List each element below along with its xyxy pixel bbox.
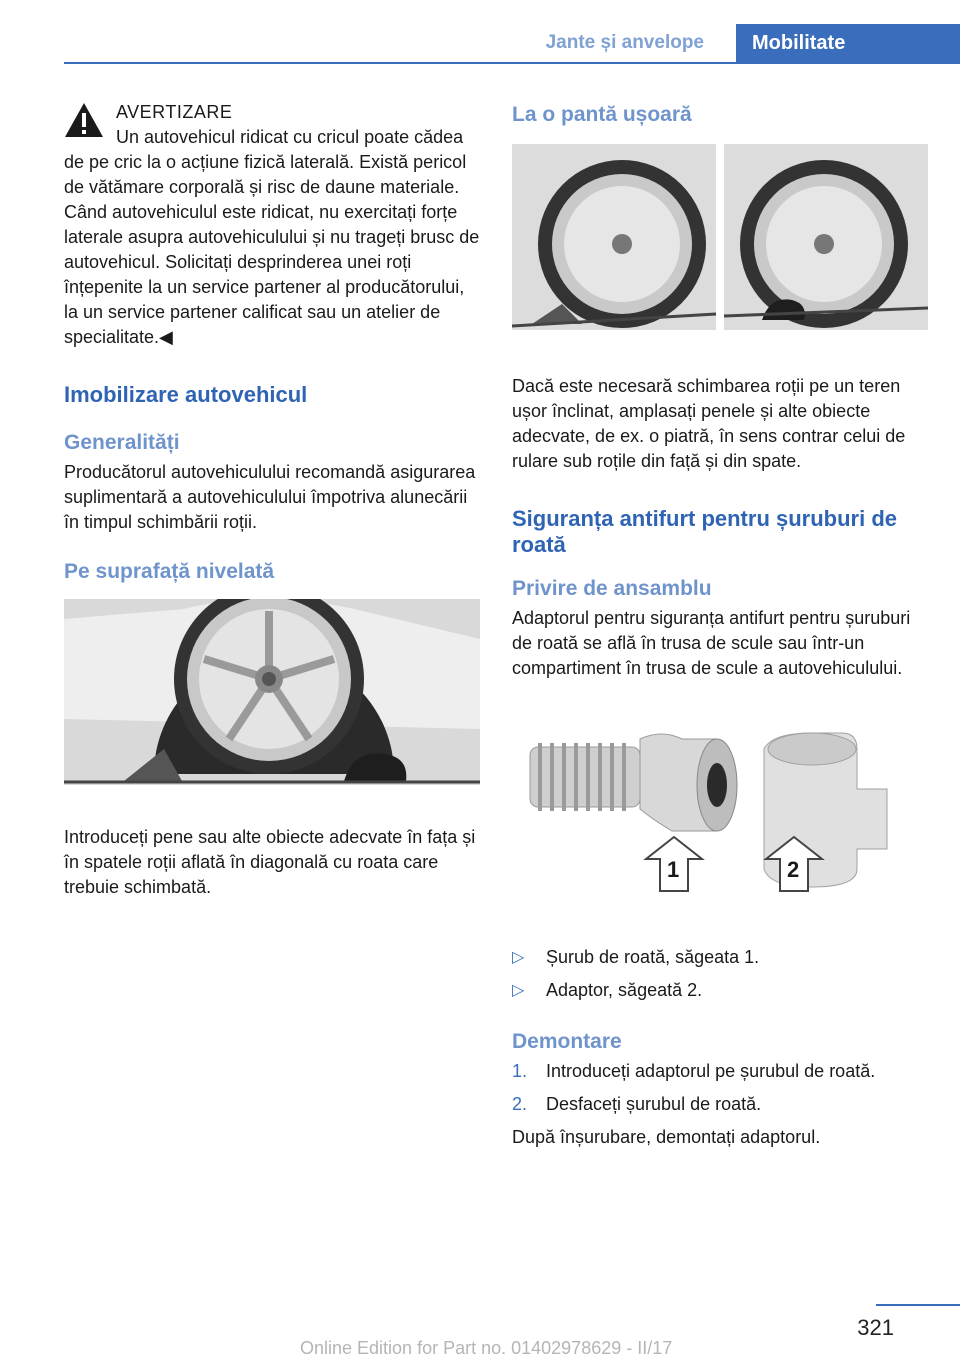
warning-title: AVERTIZARE: [116, 102, 233, 122]
left-column: [64, 100, 482, 900]
step-number: 2.: [512, 1094, 528, 1114]
heading-level-surface: Pe suprafață nivelată: [64, 560, 275, 583]
figure-slight-slope: [512, 144, 928, 330]
paragraph-level-surface: Introduceți pene sau alte obiecte adecvate în fața și în spatele roții aflată în diagonală cu roata care trebuie schimbată.: [64, 827, 476, 897]
paragraph-slight-slope: Dacă este necesară schimbarea roții pe un teren ușor înclinat, amplasați penele și alte obiecte adecvate, de ex. o piatră, în sens contrar celui de rulare sub roțile din față și din spate.: [512, 376, 906, 471]
footer-rule: [876, 1304, 960, 1306]
figure-level-surface: [64, 599, 480, 785]
step-text: Desfaceți șurubul de roată.: [546, 1094, 762, 1114]
wheel-chock-illustration: [64, 599, 480, 785]
heading-immobilize: Imobilizare autovehicul: [64, 382, 308, 407]
step-item: [512, 1092, 932, 1117]
removal-steps: [512, 1059, 932, 1117]
list-item-text: Șurub de roată, săgeata 1.: [546, 947, 760, 967]
triangle-bullet-icon: ▷: [512, 982, 525, 999]
paragraph-after: După înșurubare, demontați adaptorul.: [512, 1127, 821, 1147]
paragraph-overview: Adaptorul pentru siguranța antifurt pentru șuruburi de roată se află în trusa de scule sau într-un compartiment în trusa de scule a autovehiculului.: [512, 608, 911, 678]
heading-general: Generalități: [64, 431, 180, 454]
figure-label-2: 2: [787, 857, 800, 882]
warning-triangle-icon: [64, 102, 104, 138]
edition-watermark: Online Edition for Part no. 01402978629 - II/17: [300, 1338, 673, 1358]
heading-slight-slope: La o pantă ușoară: [512, 103, 692, 126]
figure-wheel-lock: [512, 719, 928, 925]
list-item: [512, 945, 932, 970]
step-item: [512, 1059, 932, 1084]
page-header: [64, 24, 960, 64]
right-column: [512, 100, 932, 1150]
slope-chock-illustration: [512, 144, 928, 330]
heading-wheel-lock: Siguranța antifurt pentru șuruburi de roată: [512, 506, 898, 557]
paragraph-general: Producătorul autovehiculului recomandă asigurarea suplimentară a autovehiculului împotriva alunecării în timpul schimbării roții.: [64, 462, 476, 532]
heading-overview: Privire de ansamblu: [512, 577, 712, 600]
step-number: 1.: [512, 1061, 528, 1081]
page-number: 321: [857, 1315, 894, 1340]
heading-removal: Demontare: [512, 1030, 622, 1053]
warning-block: [64, 100, 482, 350]
parts-list: [512, 945, 932, 1003]
warning-text: Un autovehicul ridicat cu cricul poate cădea de pe cric la o acțiune fizică laterală. Există pericol de vătămare corporală și risc de daune materiale. Când autovehiculul este ridicat, nu exercitați forțe laterale asupra autovehiculului și nu trageți brusc de autovehicul. Solicitați desprinderea unei roți înțepenite la un service partener al producătorului, la un service partener calificat sau un atelier de specialitate.◀: [64, 127, 480, 347]
list-item-text: Adaptor, săgeată 2.: [546, 980, 703, 1000]
triangle-bullet-icon: ▷: [512, 949, 525, 966]
figure-label-1: 1: [667, 857, 680, 882]
step-text: Introduceți adaptorul pe șurubul de roată.: [546, 1061, 876, 1081]
list-item: [512, 978, 932, 1003]
header-chapter-tab: Mobilitate: [736, 24, 960, 62]
header-section-title: Jante și anvelope: [545, 32, 704, 53]
wheel-bolt-adaptor-illustration: [512, 719, 928, 925]
